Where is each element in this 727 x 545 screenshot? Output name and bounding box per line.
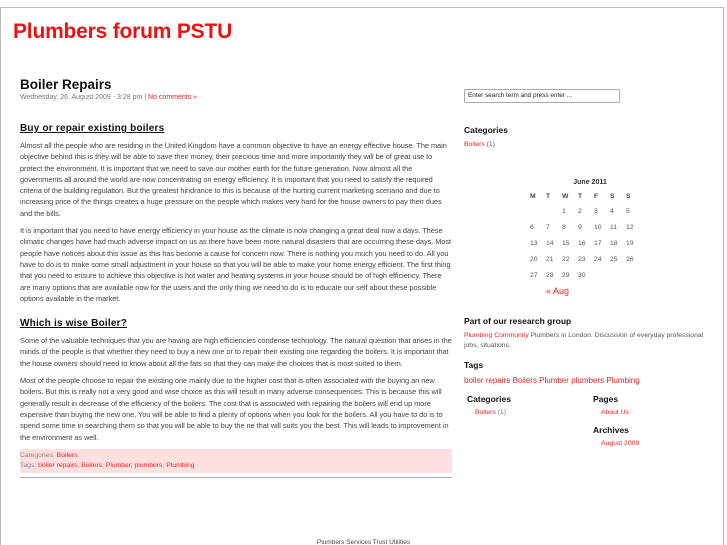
calendar-week <box>530 251 642 267</box>
calendar-widget <box>530 179 650 296</box>
calendar-day <box>610 267 626 283</box>
group-text <box>464 331 714 351</box>
calendar-day: 19 <box>626 239 634 247</box>
archive-link-august-2009[interactable]: August 2009 <box>601 440 640 447</box>
categories-widget <box>464 125 508 150</box>
calendar-day: 17 <box>594 239 602 247</box>
calendar-day: 30 <box>578 271 586 279</box>
calendar-day <box>626 267 642 283</box>
calendar-day: 2 <box>578 207 582 215</box>
pages-title: Pages <box>593 394 619 404</box>
calendar-week <box>530 203 642 219</box>
calendar-day: 8 <box>562 223 566 231</box>
calendar-day: 13 <box>530 239 538 247</box>
about-us-link[interactable]: About Us <box>601 409 629 416</box>
post-footer <box>20 449 452 473</box>
post-meta <box>20 94 452 101</box>
archives-title: Archives <box>593 425 629 435</box>
calendar-day: 11 <box>610 223 618 231</box>
pages-widget <box>593 394 639 447</box>
plumbing-community-link[interactable]: Plumbing Community <box>464 332 529 339</box>
site-title-link[interactable]: Plumbers forum PSTU <box>13 20 233 43</box>
paragraph: Most of the people choose to repair the existing one mainly due to the higher cost that is often associated with the buying an new boilers. But this is really not a very good and wise choice as this will result in many adverse consequences. This is because this will generally result in decrease of the efficiency of the boilers. The cost that is associated with repairing the boilers will end up more expensive than buying the new one. You will be able to find a plenty of options when you look for the boilers. All you have to do is to spend some time in searching them so that you will be able to buy the ne that will suits you the best. This will leads to improvement in the environment as well. <box>20 376 449 442</box>
tag-separator: , <box>130 461 135 469</box>
categories-label: Categories: <box>20 451 57 459</box>
calendar-day: 5 <box>626 207 630 215</box>
calendar-day: 23 <box>578 255 586 263</box>
tag-link[interactable]: boiler repairs <box>464 376 511 385</box>
section-heading: Buy or repair existing boilers <box>20 123 165 134</box>
tag-link[interactable]: boiler repairs <box>38 461 78 469</box>
tag-link[interactable]: Plumber <box>539 376 569 385</box>
calendar-day: 29 <box>562 271 570 279</box>
tag-separator: , <box>102 461 106 469</box>
weekday: F <box>594 193 599 200</box>
category-count: (1) <box>495 409 506 416</box>
calendar-day: 6 <box>530 223 534 231</box>
weekday: T <box>578 193 583 200</box>
tag-link[interactable]: plumbers <box>571 376 605 385</box>
calendar-day: 9 <box>578 223 582 231</box>
calendar-week <box>530 235 642 251</box>
tag-link[interactable]: Boilers <box>81 461 102 469</box>
categories-title: Categories <box>467 394 511 404</box>
weekday: S <box>610 193 615 200</box>
site-footer: Plumbers Services Trust Utilities <box>316 539 411 545</box>
calendar-day: 24 <box>594 255 602 263</box>
category-link-boilers[interactable]: Boilers <box>56 451 78 459</box>
post-tags <box>20 461 452 471</box>
calendar-day: 26 <box>626 255 634 263</box>
calendar-table <box>530 190 642 283</box>
main-content <box>20 77 452 478</box>
calendar-prev-month[interactable]: « Aug <box>546 286 570 296</box>
comments-link[interactable]: No comments » <box>148 94 198 101</box>
category-link-boilers[interactable]: Boilers <box>475 409 496 416</box>
calendar-prev-link[interactable] <box>546 286 650 296</box>
tag-separator: , <box>77 461 82 469</box>
post-title[interactable]: Boiler Repairs <box>20 77 112 92</box>
calendar-week <box>530 267 642 283</box>
paragraph: Almost all the people who are residing in the United Kingdom have a common objective to have an energy effective house. The main objective behind this is they will be able to save their money, their precious time and more importantly they will be of great use to protect the environment. It is important that we need to save our mother earth for the future generation. Now almost all the governments all around the world are now concentrating on energy efficiency. It is important that you need to satisfy the required criteria of the building regulation. But the greatest hindrance to this is because of the hurting current marketing scenario and due to increasing price of the things creates a huge pressure on the people which makes very hard for the house owners to pay their dues and the bills. <box>20 141 447 218</box>
calendar-day <box>546 203 562 219</box>
calendar-day <box>594 267 610 283</box>
sidebar <box>464 84 714 447</box>
category-item <box>464 140 508 150</box>
tags-widget <box>464 360 640 385</box>
weekday: S <box>626 193 631 200</box>
group-title: Part of our research group <box>464 316 572 326</box>
site-title[interactable] <box>13 20 232 44</box>
tag-link[interactable]: Plumber <box>105 461 131 469</box>
archive-item <box>601 440 639 447</box>
research-group-widget <box>464 316 714 351</box>
post-divider <box>20 477 452 478</box>
calendar-day: 12 <box>626 223 634 231</box>
page-item <box>601 409 639 416</box>
tag-separator: , <box>162 461 167 469</box>
calendar-day: 1 <box>562 207 566 215</box>
tags-label: Tags: <box>20 461 39 469</box>
post-date: Wednesday, 26. August 2009 - 3:28 pm | <box>20 94 149 101</box>
calendar-week <box>530 219 642 235</box>
paragraph: It is important that you need to have energy efficiency in your house as the climate is now changing a great deal now a days. These climatic changes have had much adverse impact on us as there have been more natural disasters that are occurring these days. Most people have notices about this issue as this has become a cause for concern now. There is nothing you much you need to do. All you have to do is to make some small adjustment in your house so that you will be able to make your home energy efficient. The first thing that you need to ensure to achieve this objective is hot water and heating systems in your house should be of high efficiency. There are many options that are available now for the users and the only thing we need to do is to educate our self about these possible options available in the market. <box>20 226 452 303</box>
calendar-day: 7 <box>546 223 550 231</box>
calendar-day: 21 <box>546 255 554 263</box>
calendar-day <box>530 203 546 219</box>
tag-link[interactable]: Plumbing <box>166 461 195 469</box>
calendar-day: 16 <box>578 239 586 247</box>
calendar-day: 27 <box>530 271 538 279</box>
group-description: Plumbers in London. Discussion of everyday professional jobs, situations. <box>464 332 704 349</box>
category-count: (1) <box>484 141 495 148</box>
search-input[interactable] <box>464 89 620 103</box>
categories-title: Categories <box>464 125 508 135</box>
calendar-day: 4 <box>610 207 614 215</box>
calendar-day: 10 <box>594 223 602 231</box>
post-categories <box>20 451 452 461</box>
calendar-day: 3 <box>594 207 598 215</box>
category-link-boilers[interactable]: Boilers <box>464 141 485 148</box>
calendar-day: 22 <box>562 255 570 263</box>
bottom-categories-widget <box>467 394 511 416</box>
weekday: W <box>562 193 569 200</box>
tag-cloud <box>464 376 640 385</box>
paragraph: Some of the valuable techniques that you are having are high efficiencies condense technology. The natural question that arises in the minds of the people is that whether they need to buy a new one or to repair their existing one regarding the boilers. It is important that the house owners should need to know about all the fats so that they can make the choices that is most suited to them. <box>20 336 452 368</box>
calendar-caption: June 2011 <box>573 179 607 186</box>
weekday: T <box>546 193 551 200</box>
tag-link[interactable]: plumbers <box>134 461 163 469</box>
section-heading: Which is wise Boiler? <box>20 318 127 330</box>
tag-link[interactable]: Boilers <box>512 376 537 385</box>
tags-title: Tags <box>464 360 484 370</box>
calendar-day: 20 <box>530 255 538 263</box>
calendar-day: 18 <box>610 239 618 247</box>
calendar-day: 28 <box>546 271 554 279</box>
category-item <box>475 409 511 416</box>
weekday: M <box>530 193 536 200</box>
calendar-day: 14 <box>546 239 554 247</box>
calendar-day: 15 <box>562 239 570 247</box>
tag-link[interactable]: Plumbing <box>606 376 640 385</box>
calendar-day: 25 <box>610 255 618 263</box>
